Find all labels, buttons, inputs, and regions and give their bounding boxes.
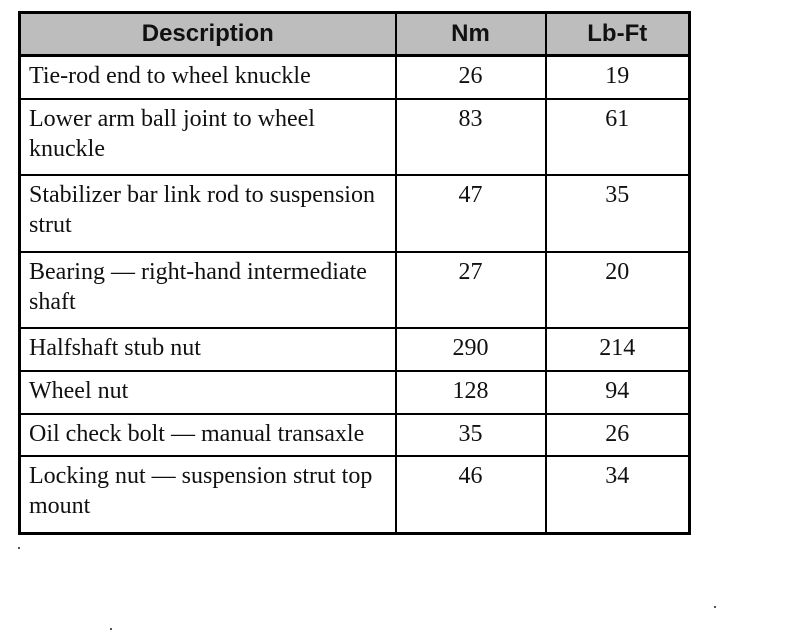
table-row [20,414,690,457]
table-row [20,56,690,99]
row-description: Halfshaft stub nut [20,328,396,371]
row-lbft: 19 [546,56,690,99]
table-row [20,252,690,328]
row-description: Locking nut — suspension strut top mount [20,456,396,533]
row-description: Lower arm ball joint to wheel knuckle [20,99,396,175]
table-row [20,371,690,414]
table-row [20,175,690,251]
header-row [20,13,690,56]
row-lbft: 35 [546,175,690,251]
row-nm: 46 [396,456,546,533]
row-lbft: 26 [546,414,690,457]
row-description: Wheel nut [20,371,396,414]
header-lbft: Lb-Ft [546,13,690,56]
table-row [20,328,690,371]
row-description: Tie-rod end to wheel knuckle [20,56,396,99]
row-description: Stabilizer bar link rod to suspension strut [20,175,396,251]
scan-speck [110,628,112,630]
torque-spec-table [18,11,691,535]
header-description: Description [20,13,396,56]
row-nm: 27 [396,252,546,328]
row-lbft: 61 [546,99,690,175]
row-description: Bearing — right-hand intermediate shaft [20,252,396,328]
table-row [20,456,690,533]
row-nm: 128 [396,371,546,414]
row-nm: 26 [396,56,546,99]
row-lbft: 94 [546,371,690,414]
row-lbft: 34 [546,456,690,533]
row-nm: 290 [396,328,546,371]
row-lbft: 20 [546,252,690,328]
scan-speck [714,606,716,608]
table-row [20,99,690,175]
header-nm: Nm [396,13,546,56]
row-lbft: 214 [546,328,690,371]
row-nm: 47 [396,175,546,251]
row-nm: 83 [396,99,546,175]
row-description: Oil check bolt — manual transaxle [20,414,396,457]
row-nm: 35 [396,414,546,457]
scan-speck [18,547,20,549]
